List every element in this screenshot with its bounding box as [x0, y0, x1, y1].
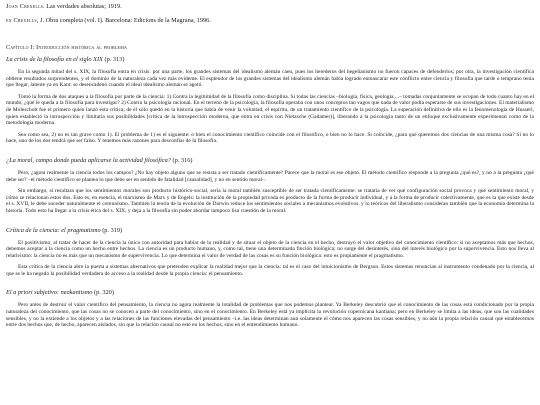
section-title: El a priori subjetivo: neokantismo: [6, 289, 93, 297]
reference-line-1: [6, 2, 534, 11]
bibliographic-reference: [6, 2, 534, 25]
section-page-ref: (p. 319): [102, 226, 123, 234]
section-page-ref: (p. 313): [104, 56, 125, 63]
section-page-ref: (p. 320): [93, 289, 114, 297]
paragraph: Pero antes de destruir el valor científico del pensamiento, la ciencia no agota realmente la totalidad de problemas que nos podemos plantear. Ya Berkeley descubrió que el conocimiento de las cosas está condicionado por la propia naturaleza del conocimiento, que las cosas no se conocen a parte del conocimiento, sino en el conocimiento. En Berkeley está ya implícita la revolución copernicana kantiana; pero en Berkeley se limita a las ideas, que son las cualidades sensibles, y no la extiende a los objetos y a las relaciones de las funciones elevadas del pensamiento –i.e. las ideas determinan aun solamente el cómo nos aparecen las cosas sensibles, y no aún la propia relación causal que establecemos entre dos hechos que, de hecho, aparecen aislados, sin que la relación causal no esté en los hechos, sino en el entendimiento humano.: [6, 302, 534, 329]
chapter-heading: Capítulo I: Introducción histórica al problema: [6, 45, 128, 51]
section-title: ¿La moral, campo donde pueda aplicarse la actividad filosófica?: [6, 156, 171, 164]
paragraph: El positivismo, al tratar de hacer de la ciencia la única con autoridad para hablar de la realidad y de situar el objeto de la ciencia en el hecho, destruyó el valor objetivo del conocimiento científico: si no aceptamos más que hechos, debemos aceptar a la ciencia como un hecho entre hechos. La ciencia es un producto humano, y, como tal, tiene una determinada finción biológica; no surge del desinterés, sino del interés biológico por la supervivencia. Esto nos lleva al relativismo: la ciencia no es más que un mecanismo de supervivencia. Lo que determina el valor de verdad de las cosas es su función biológica: esto es propiamente el pragmatismo.: [6, 239, 534, 259]
reference-author: Joan Crexells: [6, 3, 44, 10]
section-heading: [6, 227, 534, 235]
document-body: [6, 56, 534, 329]
paragraph: Tomó la forma de dos ataques a la filosofía por parte de la ciencia: 1) Contra la legitimidad de la filosofía como disciplina. Si todas las ciencias –biología, física, geología,...– tomadas conjuntamente se ocupan de todo cuanto hay en el mundo, ¿qué le queda a la filosofía para investigar? 2) Contra la psicología racional. En el terreno de la psicología, la filosofía operaba con unos conceptos tan vagos que nada de valor podía esperarse de sus investigaciones. El materialismo de Moleschott fue el primero quien lanzó esta crítica; de él sólo quedó en la historia que había de venir la voluntad, el espíritu, de un tratamiento científico de la psicología. La superación definitiva de ello es la fenomenología de Husserl, quien estableció la introspección y limitaría sus posibilidades [crítica de la introspección moderna, que entra en crisis con Nietzsche (Gadamer)], liberando a la psicología tanto de un enfoque exclusivamente experimental como de la metodología moderna.: [6, 93, 534, 127]
reference-line-2: [6, 16, 534, 25]
paragraph: Sin embargo, sí resultara que los sentimientos morales son producto histórico-social, sería la moral también susceptible de ser tratada científicamente: se trataría de ver qué configuración social provoca y qué sentimiento moral, y cómo se relacionan estos dos. Esto es, en esencia, el marxismo de Marx y de Engels: la institución de la propiedad privada es producto de la forma de producir individual, y a la forma de producir colectivamente, que es la que existe desde el s. XVII, le debe suceder naturalmente el comunismo. También la teoría de la evolución de Darwin reduce los sentimientos sociales a mecanismos evolutivos, y lo teóricos del liberalismo consideran también que la economía determina la historia. Todo esto ha llegar a la crisis ética del s. XIX, y deja a la filosofía sin poder abordar tampoco lisa cuestión de la moral.: [6, 188, 534, 214]
paragraph: En la segunda mitad del s. XIX, la filosofía entra en crisis: por una parte, los grandes sistemas del idealismo alemán caen, pues los herederos del hegelianismo no fueron capaces de defenderlos; por otra, la investigación científica obtiene resultados sorprendentes, y el dominio de la naturaleza cada vez más evidente. El esplendor de los grandes sistemas del idealismo alemán había logrado enmascarar este conflicto entre ciencia y filosofía que tarde o temprano tenía que llegar, latente ya en Kant: se desencadenó cuando el ideal idealismo alemán se agotó.: [6, 69, 534, 89]
section-heading: [6, 157, 534, 165]
section-page-ref: (p. 316): [172, 156, 193, 164]
reference-source: , J. Obra completa (vol. I). Barcelona: Edicions de la Magrana, 1996.: [36, 17, 211, 24]
reference-source-author: en Crexells: [6, 17, 37, 24]
reference-title: . Las verdades absolutas; 1919.: [43, 3, 122, 10]
paragraph: Pero, ¿agota realmente la ciencia todos los campos? ¿No hay objeto alguno que se resista a ser tratado científicamente? Parece que la moral es ese objeto. El método científico responde a la pregunta ¿qué es?, y no a la pregunta ¿qué debe ser? –el método científico se plantea lo que debe ser en sentido de fatalidad [causalidad], y no en sentido moral–.: [6, 169, 534, 183]
section-heading: [6, 289, 534, 297]
paragraph: Esta crítica de la ciencia abre la puerta a sistemas alternativos que pretenden explicar la realidad mejor que la ciencia: tal es el caso del intuicionismo de Bergson. Estos sistemas renuncian al instrumento condenado por la ciencia, al que se le ha negado la posibilidad verdadera de acceso a la realidad desde la propia ciencia: el pensamiento.: [6, 264, 534, 277]
section-heading: [6, 56, 534, 64]
section-title: Crítica de la ciencia: el pragmatismo: [6, 226, 101, 234]
section-title: La crisis de la filosofía en el siglo XIX: [6, 56, 103, 63]
paragraph: Sea como sea, 2) no es tan grave como 1). El problema de 1) es el siguiente: o bien el conocimiento científico coincide con el filosófico, o bien no lo hace. Si coincide, ¿para qué queremos dos ciencias de una misma cosa? Si no lo hace, uno de los dos tendrá que ser falso. Y tenemos más razones para desconfiar de la filosofía.: [6, 131, 534, 145]
